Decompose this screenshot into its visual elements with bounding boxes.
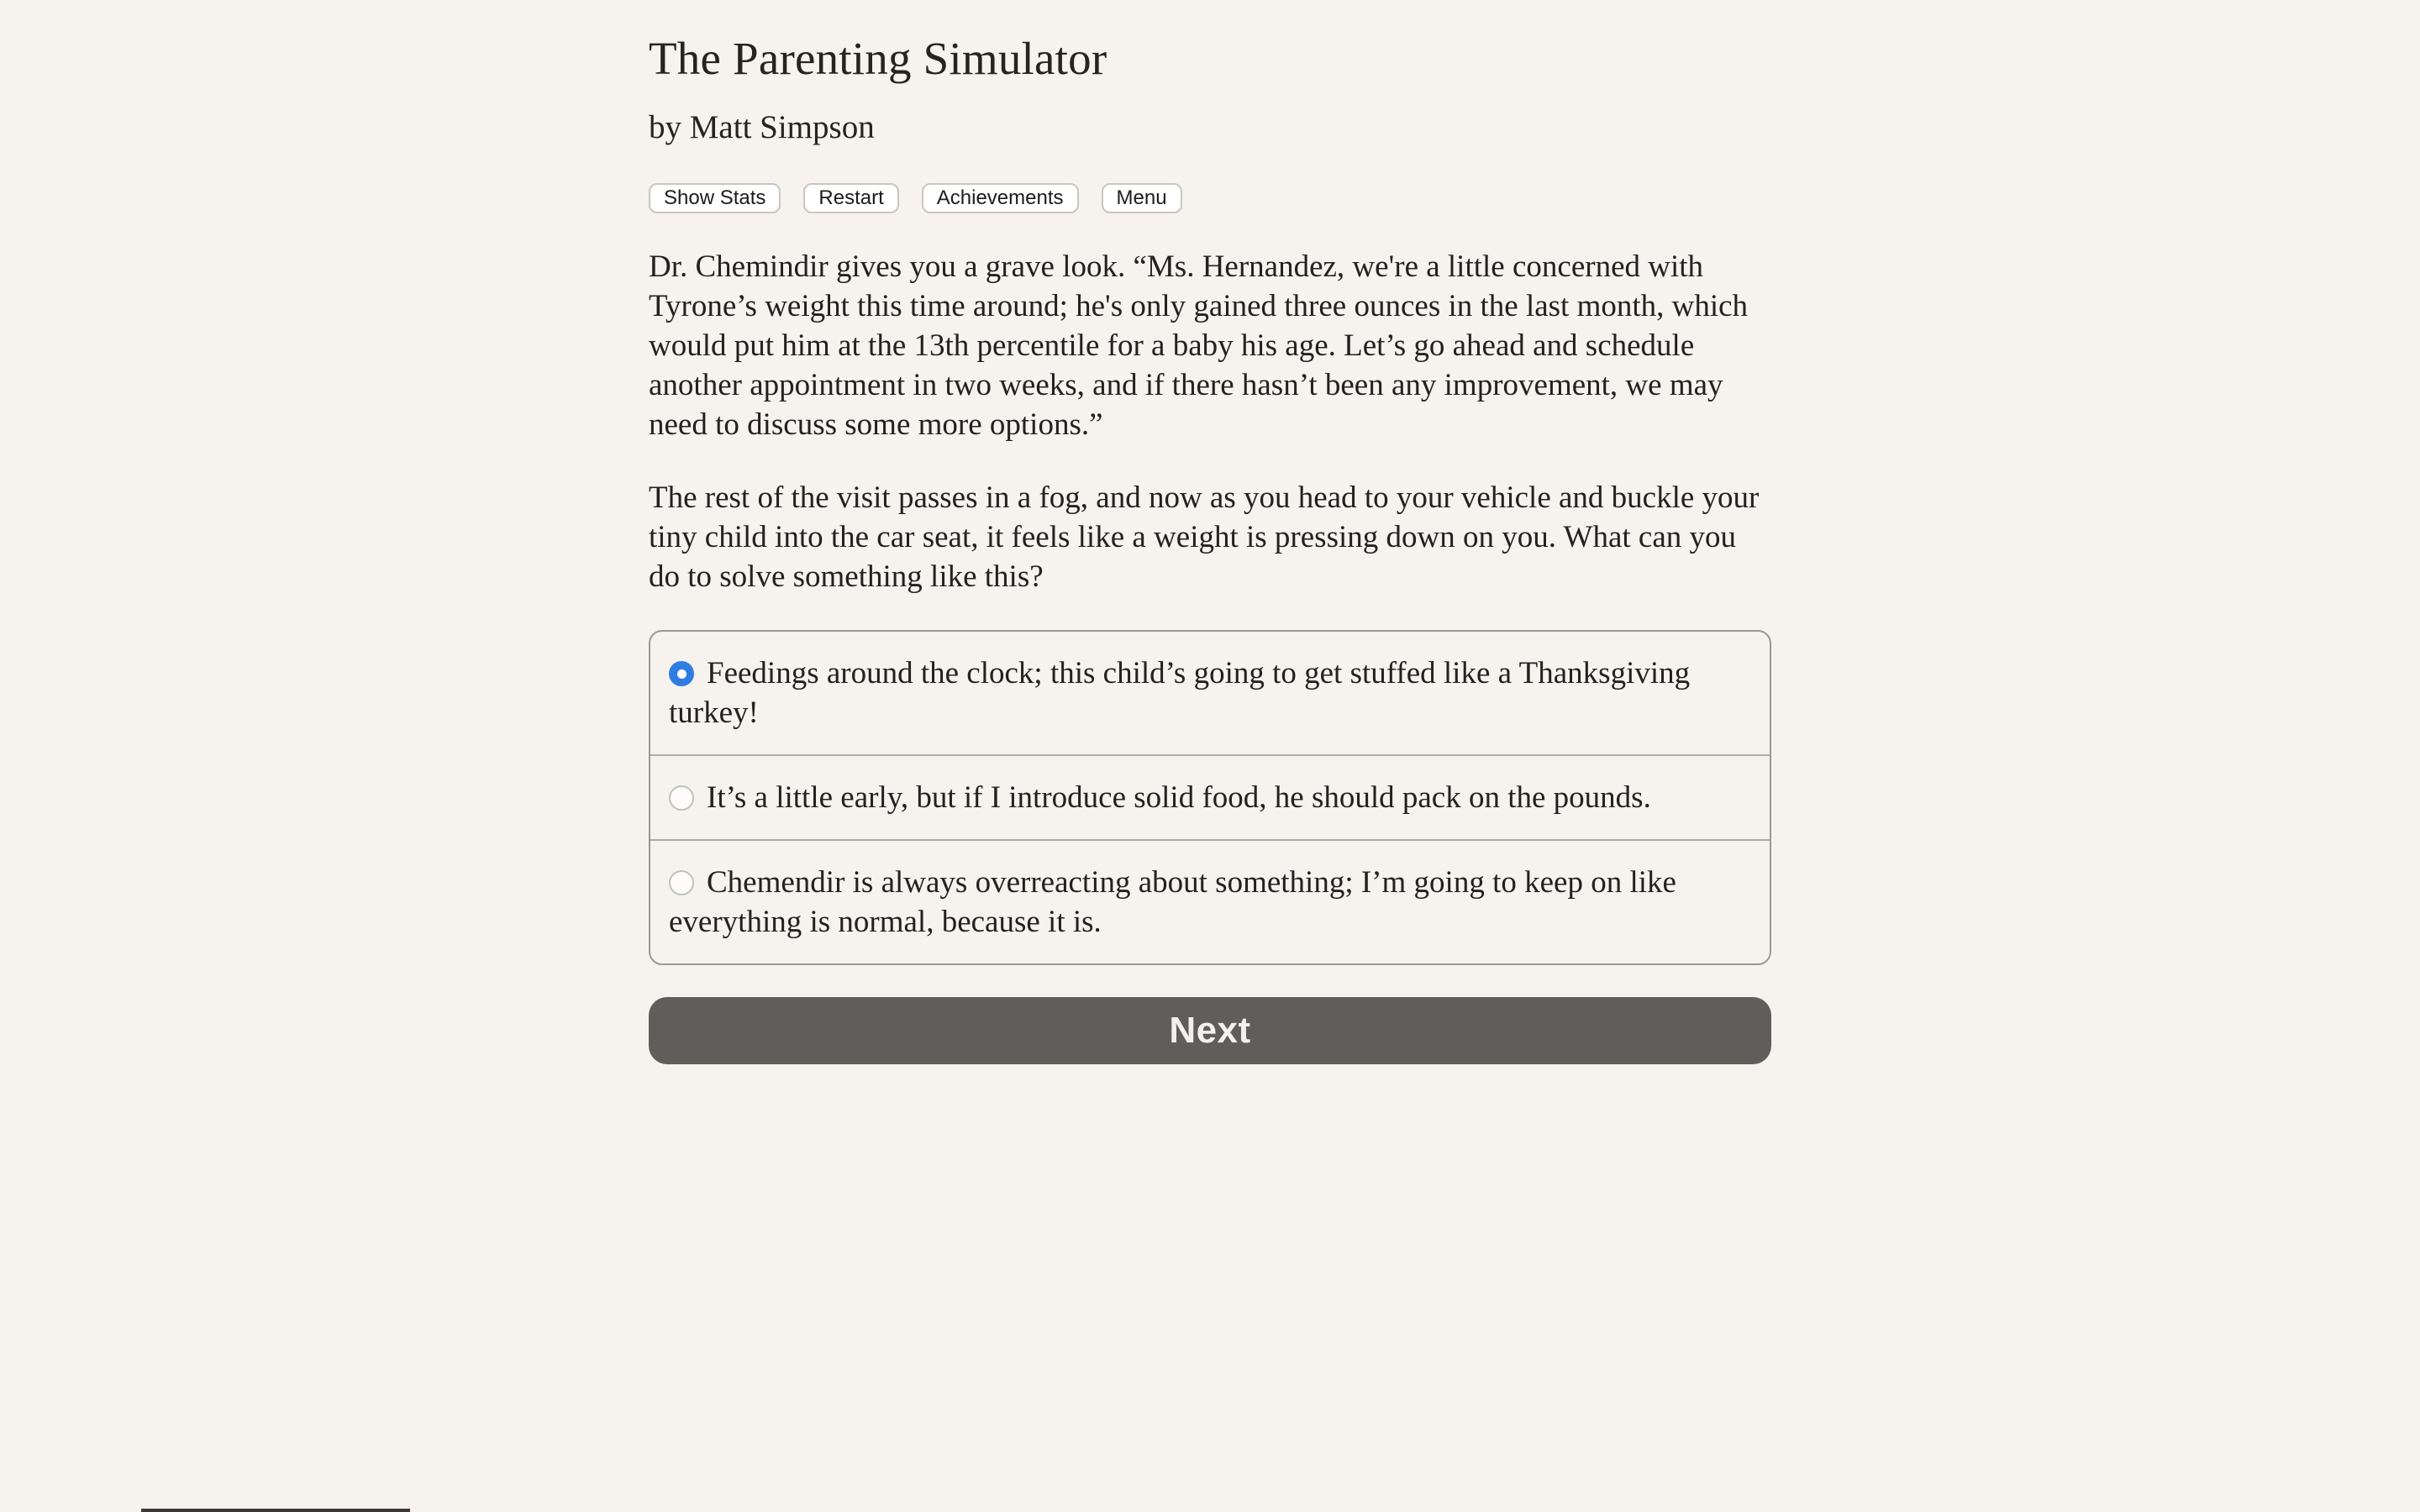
choice-option-label: Chemendir is always overreacting about something; I’m going to keep on like everything is normal, because it is.	[669, 865, 1676, 939]
story-text	[649, 247, 1771, 596]
choice-option-1[interactable]	[650, 632, 1770, 754]
choice-list	[649, 630, 1771, 965]
choice-option-label: It’s a little early, but if I introduce solid food, he should pack on the pounds.	[707, 780, 1651, 815]
radio-button-icon[interactable]	[669, 661, 694, 686]
restart-button[interactable]: Restart	[803, 183, 898, 213]
radio-button-icon[interactable]	[669, 785, 694, 811]
choice-option-2[interactable]	[650, 754, 1770, 839]
page-title: The Parenting Simulator	[649, 33, 1107, 84]
radio-button-icon[interactable]	[669, 870, 694, 895]
toolbar	[649, 183, 1771, 213]
author-byline: by Matt Simpson	[649, 109, 875, 145]
choice-option-label: Feedings around the clock; this child’s going to get stuffed like a Thanksgiving turkey!	[669, 656, 1691, 730]
achievements-button[interactable]: Achievements	[922, 183, 1079, 213]
show-stats-button[interactable]: Show Stats	[649, 183, 781, 213]
game-container	[649, 0, 1771, 1064]
next-button[interactable]: Next	[649, 997, 1771, 1064]
story-paragraph: Dr. Chemindir gives you a grave look. “Ms. Hernandez, we're a little concerned with Tyrone’s weight this time around; he's only gained three ounces in the last month, which would put him at the 13th percentile for a baby his age. Let’s go ahead and schedule another appointment in two weeks, and if there hasn’t been any improvement, we may need to discuss some more options.”	[649, 249, 1749, 442]
choice-option-3[interactable]	[650, 839, 1770, 963]
story-paragraph: The rest of the visit passes in a fog, and now as you head to your vehicle and buckle your tiny child into the car seat, it feels like a weight is pressing down on you. What can you do to solve something like this?	[649, 480, 1760, 594]
dock-edge-sliver	[141, 1509, 410, 1512]
menu-button[interactable]: Menu	[1102, 183, 1182, 213]
